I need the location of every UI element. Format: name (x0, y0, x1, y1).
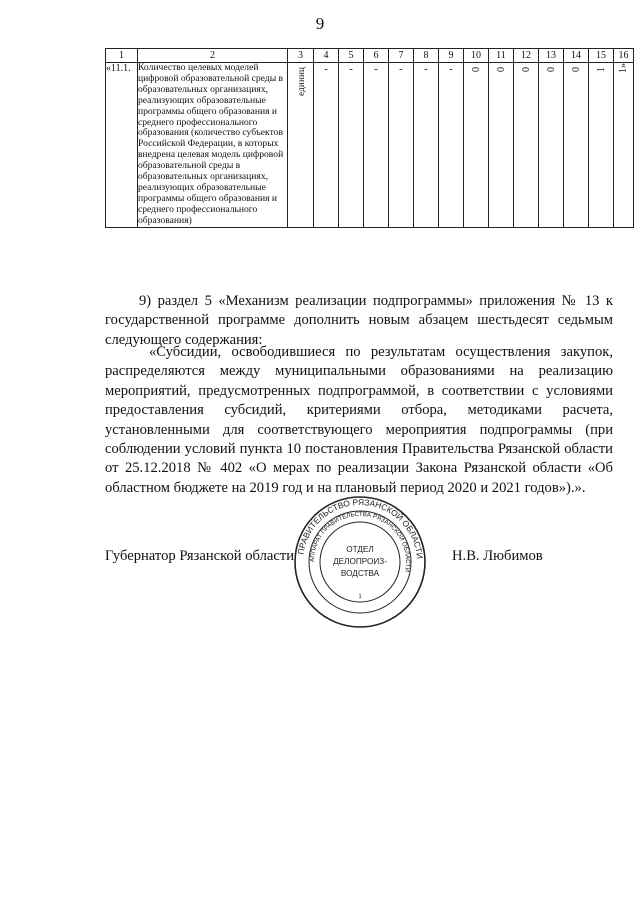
signatory-title: Губернатор Рязанской области (105, 548, 295, 564)
value-text: 0 (570, 67, 582, 72)
indicator-table (105, 48, 634, 228)
value-text: 0 (470, 67, 482, 72)
indicator-description: Количество целевых моделей цифровой образовательной среды в образовательных организациях, реализующих образовательные программы общего образования и среднего профессионального образования (количество субъектов Российской Федерации, в которых внедрена целевая модель цифровой образовательной среды в образовательных организациях, реализующих образовательные программы общего образования и среднего профессионального образования) (138, 63, 288, 228)
table-header-cell: 13 (539, 49, 564, 63)
paragraph-new-text: «Субсидии, освободившиеся по результатам осуществления закупок, распределяются между муниципальными образованиями на реализацию мероприятий, предусмотренных подпрограммой, в соответствии с условиями предоставления субсидий, критериями отбора, методиками расчета, установленными для соответствующего мероприятия подпрограммы (при соблюдении условий пункта 10 постановления Правительства Рязанской области от 25.12.2018 № 402 «О мерах по реализации Закона Рязанской области «Об областном бюджете на 2019 год и на плановый период 2020 и 2021 годов»).». (105, 344, 613, 496)
value-cell: - (389, 63, 414, 228)
value-text: 0 (545, 67, 557, 72)
value-text: 0 (495, 67, 507, 72)
table-header-cell: 3 (288, 49, 314, 63)
official-stamp (292, 494, 428, 630)
table-header-cell: 9 (439, 49, 464, 63)
unit-cell (288, 63, 314, 228)
table-header-cell: 11 (489, 49, 514, 63)
value-text: 1 (595, 67, 607, 72)
table-header-cell: 10 (464, 49, 489, 63)
unit-label: единиц (295, 67, 306, 96)
signatory-name: Н.В. Любимов (452, 548, 543, 564)
value-cell: - (364, 63, 389, 228)
table-header-cell: 6 (364, 49, 389, 63)
row-number: «11.1. (106, 63, 138, 228)
table-header-cell: 14 (564, 49, 589, 63)
value-text: 1» (618, 63, 629, 73)
value-cell: - (439, 63, 464, 228)
page-number: 9 (315, 14, 325, 33)
stamp-center-line: ВОДСТВА (340, 569, 380, 578)
table-header-row (106, 49, 634, 63)
value-cell: - (314, 63, 339, 228)
value-cell (614, 63, 634, 228)
value-cell (589, 63, 614, 228)
table-header-cell: 1 (106, 49, 138, 63)
table-header-cell: 15 (589, 49, 614, 63)
table-header-cell: 4 (314, 49, 339, 63)
table-header-cell: 16 (614, 49, 634, 63)
paragraph-item-9: 9) раздел 5 «Механизм реализации подпрограммы» приложения № 13 к государственной программе дополнить новым абзацем шестьдесят седьмым следующего содержания: (105, 293, 613, 348)
stamp-number: 1 (358, 594, 362, 600)
value-text: 0 (520, 67, 532, 72)
value-cell: - (414, 63, 439, 228)
value-cell (514, 63, 539, 228)
value-cell: - (339, 63, 364, 228)
value-cell (464, 63, 489, 228)
stamp-inner-text: АППАРАТ ПРАВИТЕЛЬСТВА РЯЗАНСКОЙ ОБЛАСТИ (308, 510, 412, 573)
stamp-outer-text: ПРАВИТЕЛЬСТВО РЯЗАНСКОЙ ОБЛАСТИ (295, 496, 425, 560)
table-header-cell: 8 (414, 49, 439, 63)
table-header-cell: 12 (514, 49, 539, 63)
table-header-cell: 2 (138, 49, 288, 63)
stamp-center-line: ОТДЕЛ (346, 545, 374, 554)
stamp-center-line: ДЕЛОПРОИЗ- (333, 557, 387, 566)
value-cell (564, 63, 589, 228)
table-header-cell: 7 (389, 49, 414, 63)
value-cell (539, 63, 564, 228)
table-row (106, 63, 634, 228)
table-header-cell: 5 (339, 49, 364, 63)
value-cell (489, 63, 514, 228)
